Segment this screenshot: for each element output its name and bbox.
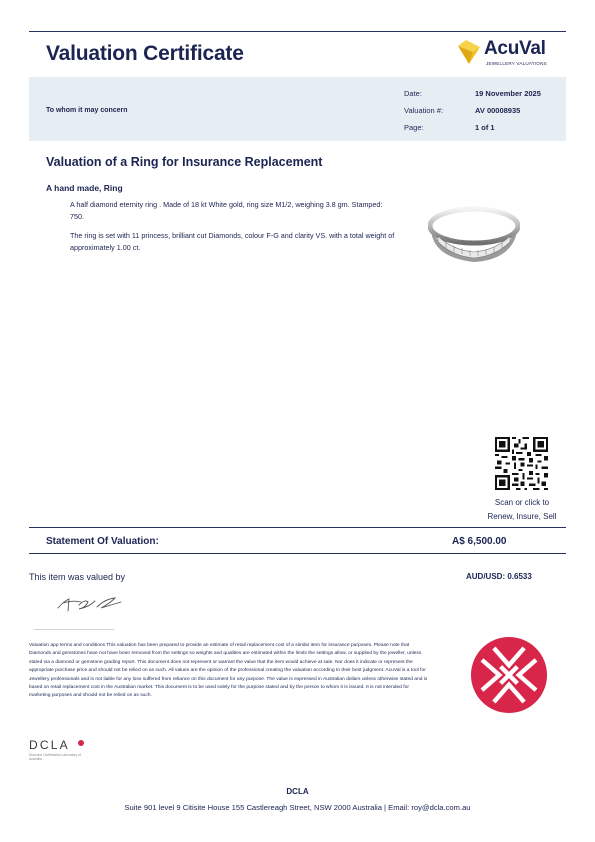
dcla-subtext: Diamond Certification Laboratory of Australia [29,753,81,761]
statement-of-valuation-label: Statement Of Valuation: [46,536,159,547]
acuval-logo [455,36,567,72]
terms-and-conditions: Valuation app terms and conditions This valuation has been prepared to provide an estimate of retail replacement cost of a similar item for insurance purposes. Please note that Diamonds and gemstones have not have been removed from the settings so weights and qualities are estimated within the limits the settings allow, or supplied by the jeweller, unless stated via a diamond or gemstone grading report. This document does not represent or warrant the value that the item would achieve at sale. Nor does it indicate or represent the appropriate purchase price and should not be relied on as such. All values are the opinion of the professional creating the valuation according to their best judgment. AcuVal is a tool for Jewellery professionals and is not liable for any loss suffered from reliance on this document for any purpose. The value is expressed in Australian dollars unless otherwise stated and is based on retail replacement cost in the Australian market. This document is to be used solely for the purpose stated and by the person to whom it is issued. It is not intended for marketing purposes and should not be relied on as such. [29,643,428,699]
valuer-signature [55,593,125,615]
qr-caption[interactable] [470,496,574,524]
addressee: To whom it may concern [46,107,128,114]
item-description-2: The ring is set with 11 princess, brilliant cut Diamonds, colour F-G and clarity VS. with a total weight of approximately 1.00 ct. [70,231,395,252]
qr-code[interactable] [495,437,548,490]
logo-wordmark: AcuVal [484,38,546,59]
acuval-mark-icon [455,38,483,66]
footer-address: Suite 901 level 9 Citisite House 155 Castlereagh Street, NSW 2000 Australia | Email: roy@dcla.com.au [124,803,471,812]
valuation-heading: Valuation of a Ring for Insurance Replacement [46,155,323,169]
footer-company-name: DCLA [286,787,309,796]
dcla-logo [29,738,89,760]
logo-tagline: JEWELLERY VALUATIONS [486,61,547,66]
statement-of-valuation-value: A$ 6,500.00 [452,536,507,547]
qr-caption-line-2: Renew, Insure, Sell [487,512,557,521]
statement-top-rule [29,527,566,528]
ring-photo [428,196,520,266]
dcla-dot-icon [78,740,84,746]
date-value: 19 November 2025 [475,89,541,98]
valued-by-label: This item was valued by [29,572,126,582]
dcla-wordmark: DCLA [29,738,70,752]
valuation-number-label: Valuation #: [404,106,444,115]
statement-bottom-rule [29,553,566,554]
valuation-number-value: AV 00008935 [475,106,521,115]
item-title: A hand made, Ring [46,183,123,193]
dcla-seal-icon [470,636,548,714]
item-description-1: A half diamond eternity ring . Made of 18 kt White gold, ring size M1/2, weighing 3.8 gm. Stamped: 750. [70,200,383,221]
date-label: Date: [404,89,422,98]
qr-caption-line-1: Scan or click to [494,498,550,507]
page-label: Page: [404,123,424,132]
page-value: 1 of 1 [475,123,495,132]
top-rule [29,31,566,32]
signature-line [34,629,114,630]
exchange-rate: AUD/USD: 0.6533 [466,572,532,581]
page-title: Valuation Certificate [46,42,244,65]
